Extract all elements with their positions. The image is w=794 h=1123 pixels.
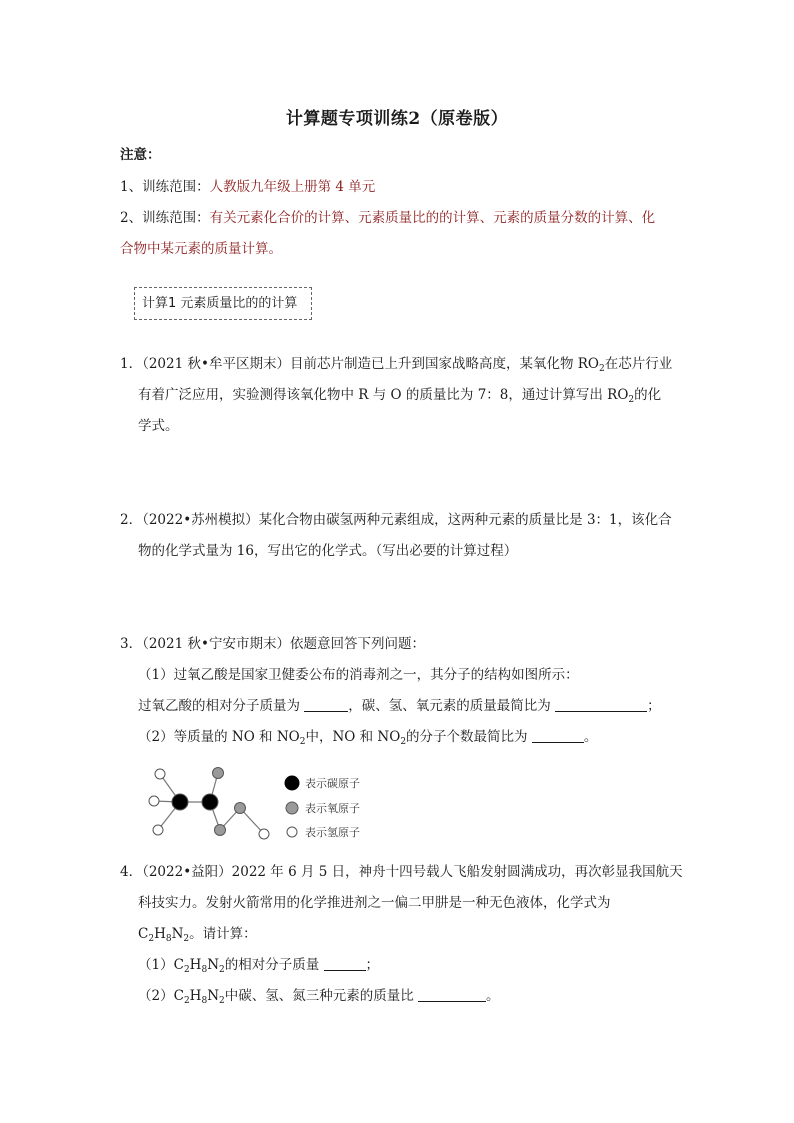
q4-part2-text: 中碳、氢、氮三种元素的质量比	[224, 988, 419, 1004]
oxygen-atom	[235, 803, 246, 814]
q3-part2-text-2: 中，NO 和 NO	[305, 729, 401, 745]
q3-part1: （1）过氧乙酸是国家卫健委公布的消毒剂之一，其分子的结构如图所示：	[138, 667, 579, 683]
q4-part1-end: ；	[365, 957, 380, 973]
q1-line1-subscript: 2	[598, 364, 605, 374]
q3-part1-question-text: 过氧乙酸的相对分子质量为	[138, 698, 305, 714]
notice-item-2	[120, 208, 655, 228]
answer-blank[interactable]	[304, 697, 348, 712]
q1-line2-subscript: 2	[628, 395, 635, 405]
notice-item-1-prefix: 1、训练范围：	[120, 179, 210, 195]
q3-part2-subscript-2: 2	[400, 737, 407, 747]
formula-subscript: 2	[183, 965, 190, 975]
q1-line2-text-end: 的化	[634, 387, 662, 403]
formula-element-h: H	[189, 957, 202, 973]
carbon-atom	[202, 794, 218, 810]
page-title: 计算题专项训练2（原卷版）	[285, 109, 509, 129]
q1-line1-text: 1．（2021 秋•牟平区期末）目前芯片制造已上升到国家战略高度，某氧化物 RO	[120, 356, 599, 372]
q3-part1-question-end: ；	[647, 698, 661, 714]
formula-element-n: N	[171, 926, 184, 942]
q3-part1-question-text-2: ，碳、氢、氧元素的质量最简比为	[348, 698, 556, 714]
notice-item-2-text-line2: 合物中某元素的质量计算。	[120, 241, 282, 257]
hydrogen-atom	[149, 796, 159, 806]
answer-blank[interactable]	[555, 697, 647, 712]
q1-line1	[120, 354, 672, 374]
oxygen-atom	[215, 825, 226, 836]
q3-part2	[138, 727, 597, 747]
formula-element-h: H	[189, 988, 202, 1004]
formula-element-c: C	[173, 988, 184, 1004]
q1-line2-text: 有着广泛应用，实验测得该氧化物中 R 与 O 的质量比为 7：8，通过计算写出 RO	[138, 387, 629, 403]
answer-blank[interactable]	[418, 987, 486, 1002]
section-heading-box: 计算1 元素质量比的的计算	[134, 287, 312, 320]
molecule-atoms	[149, 768, 269, 840]
notice-heading: 注意：	[120, 147, 161, 163]
answer-blank[interactable]	[324, 956, 366, 971]
q3-part1-question	[138, 696, 661, 716]
formula-subscript: 8	[201, 996, 208, 1006]
formula-subscript: 2	[219, 965, 225, 975]
notice-item-2-text-line1: 有关元素化合价的计算、元素质量比的的计算、元素的质量分数的计算、化	[209, 210, 656, 226]
formula-element-c: C	[138, 926, 149, 942]
q4-line3-text: 。请计算：	[189, 926, 257, 942]
formula-subscript: 8	[165, 934, 172, 944]
q3-line1: 3．（2021 秋•宁安市期末）依题意回答下列问题：	[120, 636, 425, 652]
q1-line3: 学式。	[138, 418, 179, 434]
chemical-formula	[174, 988, 225, 1004]
oxygen-atom	[213, 768, 224, 779]
formula-subscript: 2	[183, 934, 190, 944]
molecule-structure-diagram	[140, 760, 380, 850]
q4-part2-number: （2）	[138, 988, 174, 1004]
formula-element-h: H	[154, 926, 166, 942]
formula-element-n: N	[207, 988, 219, 1004]
legend-oxygen-icon	[286, 802, 298, 814]
q1-line2	[138, 385, 661, 405]
q3-part2-text: （2）等质量的 NO 和 NO	[138, 729, 300, 745]
q4-line2: 科技实力。发射火箭常用的化学推进剂之一偏二甲肼是一种无色液体，化学式为	[138, 895, 611, 911]
q2-line1: 2．（2022•苏州模拟）某化合物由碳氢两种元素组成，这两种元素的质量比是 3：1，该化合	[120, 512, 672, 528]
q4-part1-number: （1）	[138, 957, 174, 973]
answer-blank[interactable]	[532, 728, 584, 743]
notice-item-2-prefix: 2、训练范围：	[120, 210, 210, 226]
chemical-formula	[174, 957, 225, 973]
q4-part2	[138, 986, 500, 1006]
q4-part2-end: 。	[486, 988, 500, 1004]
formula-subscript: 2	[148, 934, 155, 944]
notice-item-1-text: 人教版九年级上册第 4 单元	[209, 179, 376, 195]
hydrogen-atom	[155, 769, 165, 779]
formula-element-c: C	[173, 957, 184, 973]
notice-item-1	[120, 177, 375, 197]
formula-subscript: 8	[201, 965, 208, 975]
q3-part2-text-3: 的分子个数最简比为	[406, 729, 532, 745]
formula-element-n: N	[207, 957, 219, 973]
chemical-formula	[138, 926, 189, 942]
carbon-atom	[172, 794, 188, 810]
q4-line3	[138, 924, 257, 944]
legend-hydrogen-icon	[287, 827, 297, 837]
q4-part1	[138, 955, 379, 975]
formula-subscript: 2	[219, 996, 225, 1006]
legend-carbon-label: 表示碳原子	[305, 777, 360, 790]
legend-hydrogen-label: 表示氢原子	[305, 826, 360, 839]
q3-part2-end: 。	[583, 729, 598, 745]
q4-part1-text: 的相对分子质量	[224, 957, 324, 973]
formula-subscript: 2	[183, 996, 190, 1006]
legend-oxygen-label: 表示氧原子	[305, 802, 360, 815]
q2-line2: 物的化学式量为 16，写出它的化学式。（写出必要的计算过程）	[138, 543, 518, 559]
q4-line1: 4．（2022•益阳）2022 年 6 月 5 日，神舟十四号载人飞船发射圆满成功，再次彰显我国航天	[120, 864, 683, 880]
hydrogen-atom	[153, 825, 163, 835]
molecule-legend	[285, 776, 361, 840]
legend-carbon-icon	[285, 776, 300, 791]
hydrogen-atom	[259, 829, 269, 839]
q3-part2-subscript: 2	[299, 737, 306, 747]
q1-line1-text-end: 在芯片行业	[604, 356, 673, 372]
